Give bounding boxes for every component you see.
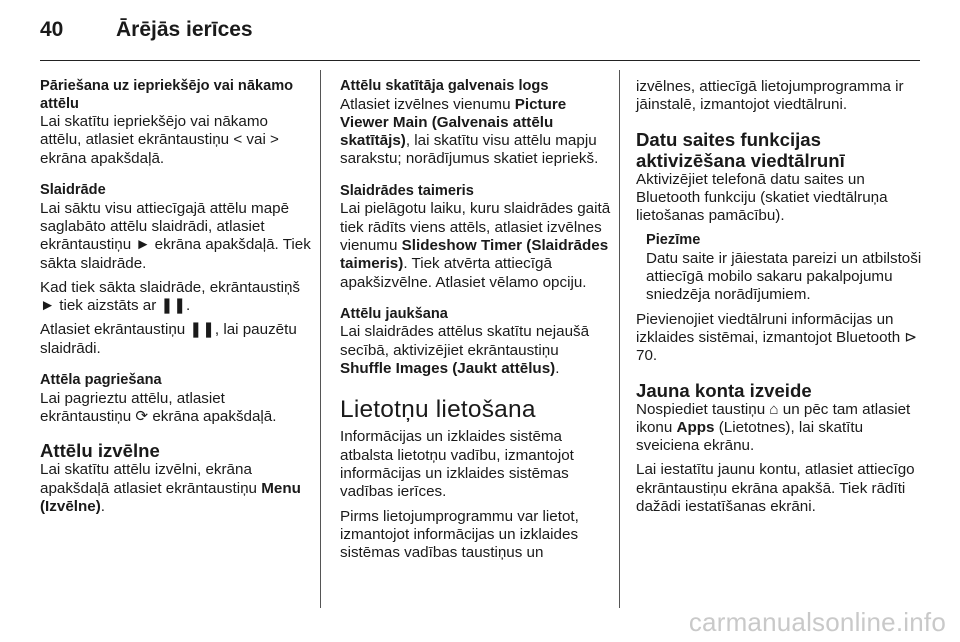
paragraph xyxy=(340,323,612,378)
section-heading-large: Datu saites funkcijas aktivizēšana viedtālrunī xyxy=(636,128,845,171)
paragraph: izvēlnes, attiecīgā lietojumprogramma ir jāinstalē, izmantojot viedtālruni. xyxy=(636,78,904,114)
paragraph: Lai pagrieztu attēlu, atlasiet ekrāntaustiņu ⟳ ekrāna apakšdaļā. xyxy=(40,389,277,425)
menu-label: Apps xyxy=(676,418,715,436)
paragraph xyxy=(40,461,312,516)
text-run: Lai pielāgotu laiku, kuru slaidrādes gaitā tiek rādīts viens attēls, atlasiet izvēlnes vienumu xyxy=(340,200,611,254)
menu-label: Slideshow Timer (Slaidrādes taimeris) xyxy=(340,236,609,273)
section-heading: Attēlu skatītāja galvenais logs xyxy=(340,78,549,94)
column-divider-2 xyxy=(619,70,620,608)
paragraph: Lai skatītu iepriekšējo vai nākamo attēlu, atlasiet ekrāntaustiņu < vai > ekrāna apakšdaļā. xyxy=(40,113,279,167)
column-3 xyxy=(636,78,928,516)
section-heading: Slaidrādes taimeris xyxy=(340,182,474,199)
page-title: Ārējās ierīces xyxy=(116,18,253,41)
paragraph xyxy=(340,96,612,169)
section-heading: Attēlu jaukšana xyxy=(340,305,448,322)
text-run: Lai slaidrādes attēlus skatītu nejaušā secībā, aktivizējiet ekrāntaustiņu xyxy=(340,323,590,359)
chapter-heading: Lietotņu lietošana xyxy=(340,396,536,424)
text-run: (Lietotnes), lai skatītu sveiciena ekrānu. xyxy=(636,418,864,455)
text-run: . Tiek atvērta attiecīgā apakšizvēlne. Atlasiet vēlamo opciju. xyxy=(340,255,587,291)
paragraph: Lai iestatītu jaunu kontu, atlasiet attiecīgo ekrāntaustiņu ekrāna apakšā. Tiek rādīti dažādi iestatīšanas ekrāni. xyxy=(636,461,915,516)
paragraph: Pirms lietojumprogrammu var lietot, izmantojot informācijas un izklaides sistēmas vadības taustiņus un xyxy=(340,507,579,562)
paragraph: Kad tiek sākta slaidrāde, ekrāntaustiņš ► tiek aizstāts ar ❚❚. xyxy=(40,278,301,315)
note-box xyxy=(636,231,928,304)
header-divider xyxy=(40,60,920,61)
paragraph: Pievienojiet viedtālruni informācijas un izklaides sistēmai, izmantojot Bluetooth ⊳ 70. xyxy=(636,310,918,365)
page-number: 40 xyxy=(40,18,64,41)
section-heading-large: Jauna konta izveide xyxy=(636,379,812,401)
text-run: Lai skatītu attēlu izvēlni, ekrāna apakšdaļā atlasiet ekrāntaustiņu xyxy=(40,461,262,497)
section-heading: Slaidrāde xyxy=(40,182,106,199)
paragraph xyxy=(636,401,928,456)
note-title: Piezīme xyxy=(646,232,701,249)
paragraph: Informācijas un izklaides sistēma atbalsta lietotņu vadību, izmantojot informācijas un izklaides sistēmas vadības ierīces. xyxy=(340,428,574,501)
text-run: Atlasiet izvēlnes vienumu xyxy=(340,95,515,113)
column-2 xyxy=(340,78,612,562)
paragraph xyxy=(340,200,612,291)
menu-label: Menu (Izvēlne) xyxy=(40,479,301,515)
section-heading: Pāriešana uz iepriekšējo vai nākamo attēlu xyxy=(40,78,294,112)
text-run: Nospiediet taustiņu ⌂ un pēc tam atlasiet ikonu xyxy=(636,400,911,436)
column-1 xyxy=(40,78,312,516)
column-divider-1 xyxy=(320,70,321,608)
text-run: , lai skatītu visu attēlu mapju sarakstu; norādījumus skatiet iepriekš. xyxy=(340,132,599,168)
menu-label: Picture Viewer Main (Galvenais attēlu skatītājs) xyxy=(340,95,567,150)
paragraph: Atlasiet ekrāntaustiņu ❚❚, lai pauzētu slaidrādi. xyxy=(40,321,297,357)
section-heading: Attēla pagriešana xyxy=(40,372,162,389)
note-text: Datu saite ir jāiestata pareizi un atbilstoši attiecīgā mobilo sakaru pakalpojumu sniedzēja norādījumiem. xyxy=(646,249,922,304)
menu-label: Shuffle Images (Jaukt attēlus) xyxy=(340,360,556,378)
paragraph: Lai sāktu visu attiecīgajā attēlu mapē saglabāto attēlu slaidrādi, atlasiet ekrāntaustiņu ► ekrāna apakšdaļā. Tiek sākta slaidrāde. xyxy=(40,199,311,272)
text-run: . xyxy=(100,497,105,515)
text-run: . xyxy=(555,360,560,378)
section-heading-large: Attēlu izvēlne xyxy=(40,440,160,462)
paragraph: Aktivizējiet telefonā datu saites un Bluetooth funkciju (skatiet viedtālruņa lietošanas pamācību). xyxy=(636,170,888,225)
watermark: carmanualsonline.info xyxy=(688,607,946,637)
page-header xyxy=(40,18,253,48)
